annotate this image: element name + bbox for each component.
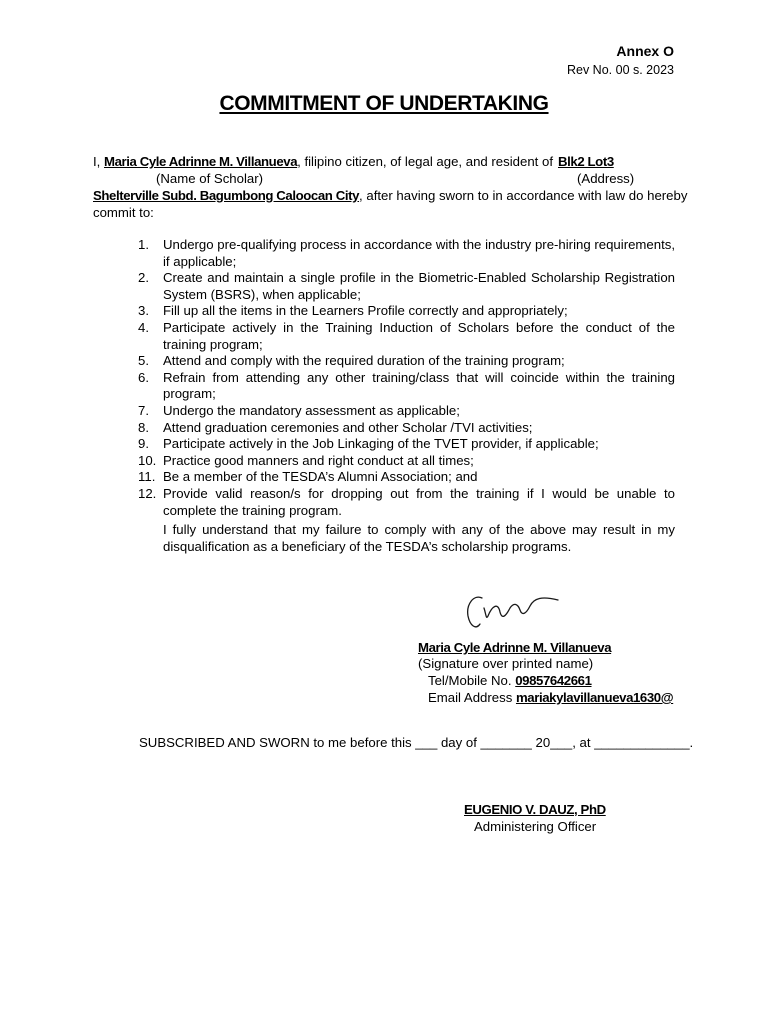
list-item: 1. Undergo pre-qualifying process in accordance with the industry pre-hiring requirements, if applicable; xyxy=(138,237,675,269)
list-item: 4. Participate actively in the Training Induction of Scholars before the conduct of the training program; xyxy=(138,319,675,352)
email-value: mariakylavillanueva1630@ xyxy=(515,690,674,705)
list-item: 2. Create and maintain a single profile in the Biometric-Enabled Scholarship Registration System (BSRS), when applicable; xyxy=(138,270,675,302)
list-item: 8. Attend graduation ceremonies and other Scholar /TVI activities; xyxy=(138,419,533,435)
document-title: COMMITMENT OF UNDERTAKING xyxy=(219,92,549,115)
tel-line xyxy=(428,673,592,690)
list-item: 3. Fill up all the items in the Learners Profile correctly and appropriately; xyxy=(138,303,568,319)
email-line xyxy=(428,690,673,707)
list-item: 7. Undergo the mandatory assessment as applicable; xyxy=(138,402,460,418)
list-item: 6. Refrain from attending any other training/class that will coincide within the training program; xyxy=(138,369,675,402)
sworn-statement: SUBSCRIBED AND SWORN to me before this ___ day of _______ 20___, at _____________. xyxy=(139,735,694,750)
revision-number: Rev No. 00 s. 2023 xyxy=(566,63,674,77)
intro-line-3 xyxy=(93,188,688,205)
tel-label: Tel/Mobile No. xyxy=(428,673,512,688)
tel-value: 09857642661 xyxy=(515,673,592,688)
list-item: 12. Provide valid reason/s for dropping out from the training if I would be unable to complete the training program. xyxy=(138,485,675,518)
address-part-1: Blk2 Lot3 xyxy=(558,154,614,169)
name-caption: (Name of Scholar) xyxy=(156,171,264,186)
officer-name: EUGENIO V. DAUZ, PhD xyxy=(464,802,606,817)
intro-prefix: I, xyxy=(93,154,101,169)
list-item: 11. Be a member of the TESDA’s Alumni Association; and xyxy=(138,469,478,485)
list-item: 5. Attend and comply with the required duration of the training program; xyxy=(138,353,565,369)
commit-to: commit to: xyxy=(93,205,154,220)
intro-line-1 xyxy=(93,154,553,171)
signature-caption: (Signature over printed name) xyxy=(418,656,594,671)
intro-mid-text: , filipino citizen, of legal age, and resident of xyxy=(297,154,553,169)
email-label: Email Address xyxy=(428,690,513,705)
address-caption: (Address) xyxy=(577,171,635,186)
officer-title: Administering Officer xyxy=(474,819,597,834)
scholar-name: Maria Cyle Adrinne M. Villanueva xyxy=(104,154,298,169)
closing-statement: I fully understand that my failure to comply with any of the above may result in my disqualification as a beneficiary of the TESDA’s scholarship programs. xyxy=(163,522,675,554)
annex-label: Annex O xyxy=(616,43,674,59)
intro-after-address: , after having sworn to in accordance with law do hereby xyxy=(359,188,688,203)
address-part-2: Shelterville Subd. Bagumbong Caloocan City xyxy=(93,188,360,203)
list-item: 10. Practice good manners and right conduct at all times; xyxy=(138,452,474,468)
list-item: 9. Participate actively in the Job Linkaging of the TVET provider, if applicable; xyxy=(138,436,599,452)
printed-name: Maria Cyle Adrinne M. Villanueva xyxy=(418,640,612,655)
handwritten-signature xyxy=(460,586,570,636)
commitment-list xyxy=(138,237,675,519)
